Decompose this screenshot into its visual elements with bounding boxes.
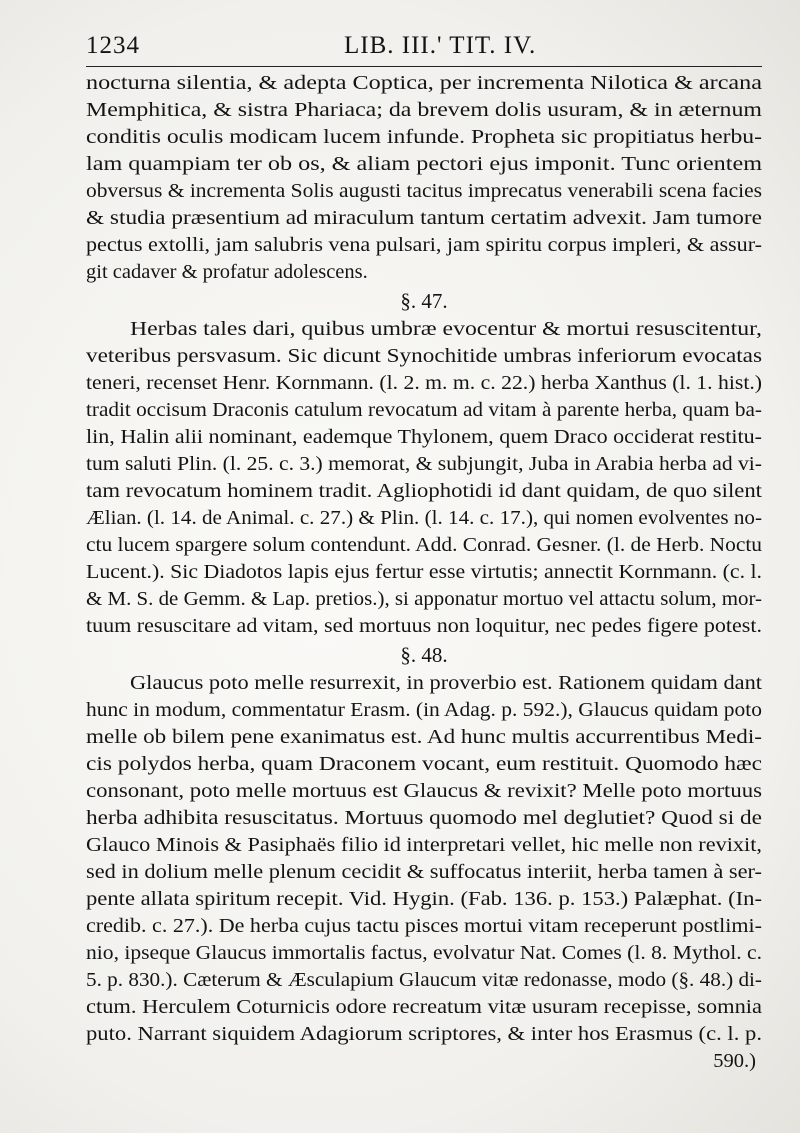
- text-line: Glauco Minois & Pasiphaës filio id interpretari vellet, hic melle non revixit,: [86, 834, 762, 856]
- text-line: lam quampiam ter ob os, & aliam pectori ejus imponit. Tunc orientem: [86, 153, 762, 175]
- text-line: consonant, poto melle mortuus est Glaucus & revixit? Melle poto mortuus: [86, 780, 762, 802]
- text-line: melle ob bilem pene exanimatus est. Ad hunc multis accurrentibus Medi-: [86, 726, 762, 748]
- text-line: git cadaver & profatur adolescens.: [86, 261, 368, 283]
- text-line: Lucent.). Sic Diadotos lapis ejus fertur esse virtutis; annectit Kornmann. (c. l.: [86, 561, 762, 583]
- text-line: tum saluti Plin. (l. 25. c. 3.) memorat, & subjungit, Juba in Arabia herba ad vi-: [86, 453, 762, 475]
- page-number: 1234: [86, 32, 140, 59]
- text-line: & M. S. de Gemm. & Lap. pretios.), si apponatur mortuo vel attactu solum, mor-: [86, 588, 762, 610]
- text-line: sed in dolium melle plenum cecidit & suffocatus interiit, herba tamen à ser-: [86, 861, 762, 883]
- section-heading: §. 47.: [400, 289, 448, 313]
- running-head: LIB. III.' TIT. IV.: [344, 32, 537, 59]
- text-line: hunc in modum, commentatur Erasm. (in Adag. p. 592.), Glaucus quidam poto: [86, 699, 762, 721]
- text-line: herba adhibita resuscitatus. Mortuus quomodo mel deglutiet? Quod si de: [86, 807, 762, 829]
- text-line: tam revocatum hominem tradit. Agliophotidi id dant quidam, de quo silent: [86, 480, 762, 502]
- text-line: cis polydos herba, quam Draconem vocant, eum restituit. Quomodo hæc: [86, 753, 762, 775]
- text-line: teneri, recenset Henr. Kornmann. (l. 2. m. m. c. 22.) herba Xanthus (l. 1. hist.): [86, 372, 762, 394]
- text-line: & studia præsentium ad miraculum tantum certatim advexit. Jam tumore: [86, 207, 763, 229]
- text-line: ctu lucem spargere solum contendunt. Add. Conrad. Gesner. (l. de Herb. Noctu: [86, 534, 762, 556]
- text-line: credib. c. 27.). De herba cujus tactu pisces mortui vitam receperunt postlimi-: [86, 915, 762, 937]
- text-line: Ælian. (l. 14. de Animal. c. 27.) & Plin. (l. 14. c. 17.), qui nomen evolventes no-: [86, 507, 762, 529]
- text-line: Memphitica, & sistra Phariaca; da brevem dolis usuram, & in æternum: [86, 99, 762, 121]
- text-line: lin, Halin alii nominant, eademque Thylonem, quem Draco occiderat restitu-: [86, 426, 762, 448]
- body-text: [86, 70, 762, 1075]
- text-line: 5. p. 830.). Cæterum & Æsculapium Glaucum vitæ redonasse, modo (§. 48.) di-: [86, 969, 762, 991]
- text-line: 590.): [713, 1050, 756, 1072]
- section-heading: §. 48.: [400, 643, 448, 667]
- text-line: puto. Narrant siquidem Adagiorum scriptores, & inter hos Erasmus (c. l. p.: [86, 1023, 762, 1045]
- text-line: obversus & incrementa Solis augusti tacitus imprecatus venerabili scena facies: [86, 180, 762, 202]
- text-line: nocturna silentia, & adepta Coptica, per incrementa Nilotica & arcana: [86, 72, 762, 94]
- text-line: Glaucus poto melle resurrexit, in proverbio est. Rationem quidam dant: [130, 672, 762, 694]
- text-line: pente allata spiritum recepit. Vid. Hygin. (Fab. 136. p. 153.) Palæphat. (In-: [86, 888, 762, 910]
- text-line: conditis oculis modicam lucem infunde. Propheta sic propitiatus herbu-: [86, 126, 762, 148]
- text-line: veteribus persvasum. Sic dicunt Synochitide umbras inferiorum evocatas: [86, 345, 762, 367]
- text-line: ctum. Herculem Coturnicis odore recreatum vitæ usuram recepisse, somnia: [86, 996, 762, 1018]
- text-line: pectus extolli, jam salubris vena pulsari, jam spiritu corpus impleri, & assur-: [86, 234, 762, 256]
- page-header: [86, 30, 762, 67]
- text-line: tradit occisum Draconis catulum revocatum ad vitam à parente herba, quam ba-: [86, 399, 762, 421]
- text-line: nio, ipseque Glaucus immortalis factus, evolvatur Nat. Comes (l. 8. Mythol. c.: [86, 942, 762, 964]
- text-line: Herbas tales dari, quibus umbræ evocentur & mortui resuscitentur,: [130, 318, 762, 340]
- text-line: tuum resuscitare ad vitam, sed mortuus non loquitur, nec pedes figere potest.: [86, 615, 762, 637]
